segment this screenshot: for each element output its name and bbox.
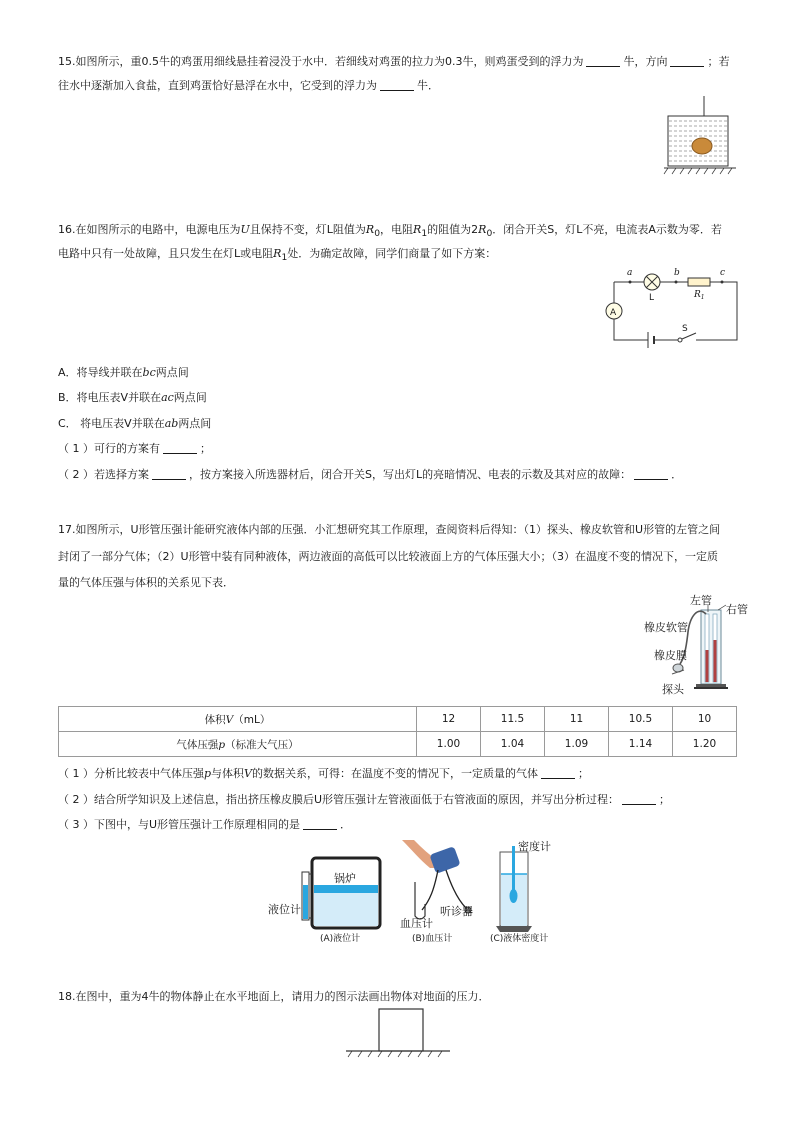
q16-option-c [58, 417, 211, 431]
table-row-header: 体积V（mL） [59, 707, 417, 732]
sub-var: p [204, 767, 212, 780]
block-icon [379, 1009, 423, 1051]
q16-blank-1[interactable] [163, 442, 197, 454]
table-cell: 1.04 [481, 732, 545, 757]
sub-text: ； [659, 793, 671, 806]
sub-text: ； [200, 442, 211, 455]
egg-beaker-figure [662, 96, 738, 180]
sub-var: V [244, 767, 252, 780]
q16-var-r1: R [273, 247, 282, 260]
block-on-ground-figure [342, 1006, 454, 1058]
q16-text: 16.在如图所示的电路中，电源电压为 [58, 223, 241, 236]
q16-var-r1: R [413, 223, 422, 236]
membrane-label: 橡皮膜 [654, 649, 687, 662]
q16-option-a [58, 366, 189, 380]
level-gauge-label: 液位计 [268, 903, 301, 916]
q16-text: 的阻值为2 [427, 223, 479, 236]
q16-blank-2[interactable] [152, 468, 186, 480]
q17-sub-2 [58, 793, 670, 807]
option-text: 两点间 [178, 417, 212, 430]
left-liquid [706, 650, 709, 682]
q15-text: 15.如图所示，重0.5牛的鸡蛋用细线悬挂着浸没于水中．若细线对鸡蛋的拉力为0.3牛，则鸡蛋受到的浮力为 [58, 55, 584, 68]
q16-text: 且保持不变，灯L阻值为 [249, 223, 366, 236]
sub-text: ． [671, 468, 683, 481]
q16-sub: 1 [281, 252, 288, 264]
switch-label: S [682, 324, 688, 334]
sub-text: （ 1 ）可行的方案有 [58, 442, 160, 455]
option-text: 两点间 [173, 391, 207, 404]
egg-icon [692, 138, 712, 154]
q16-text: 电路中只有一处故障，且只发生在灯L或电阻 [58, 247, 274, 260]
right-tube-label: 右管 [726, 603, 748, 616]
ground-hatch [348, 1051, 442, 1057]
boiler-label: 锅炉 [334, 872, 356, 885]
q16-var-r0: R [365, 223, 375, 236]
q17-line-3: 量的气体压强与体积的关系见下表． [58, 576, 234, 589]
q16-blank-3[interactable] [634, 468, 668, 480]
table-cell: 1.14 [609, 732, 673, 757]
gauge-board [701, 610, 721, 684]
q16-sub: 0 [486, 228, 493, 240]
q17-line-1: 17.如图所示，U形管压强计能研究液体内部的压强．小汇想研究其工作原理，查阅资料后得知：（1）探头、橡皮软管和U形管的左管之间 [58, 523, 721, 536]
cuff-icon [429, 846, 460, 874]
sub-text: ． [340, 818, 352, 831]
bp-meter-label: 血压计 [400, 917, 433, 930]
option-text: 两点间 [155, 366, 189, 379]
q15-text: ；若 [707, 55, 730, 68]
option-b-figure [400, 840, 473, 944]
table-cell: 11 [545, 707, 609, 732]
table-cell: 1.20 [673, 732, 737, 757]
circuit-diagram [600, 268, 742, 348]
q16-line-1 [58, 223, 722, 241]
stethoscope-label: 听诊器 [440, 905, 473, 918]
node-c-label: c [720, 268, 726, 278]
sub-text: （ 2 ）结合所学知识及上述信息，指出挤压橡皮膜后U形管压强计左管液面低于右管液面的原因，并写出分析过程： [58, 793, 620, 806]
node-b-label: b [674, 268, 680, 278]
option-c-caption: (C)液体密度计 [490, 934, 549, 944]
switch-pivot [678, 338, 682, 342]
q15-blank-1[interactable] [586, 55, 620, 67]
option-b-caption: (B)血压计 [412, 934, 453, 944]
q16-sub-1 [58, 442, 211, 456]
sub-text: ； [578, 767, 589, 780]
q16-line-2 [58, 247, 496, 265]
sub-text: 的数据关系，可得：在温度不变的情况下，一定质量的气体 [252, 767, 538, 780]
table-cell: 1.09 [545, 732, 609, 757]
q16-option-b [58, 391, 207, 405]
option-text: B．将电压表V并联在 [58, 391, 162, 404]
q16-text: ．闭合开关S，灯L不亮，电流表A示数为零．若 [492, 223, 722, 236]
q16-sub: 0 [374, 228, 381, 240]
q16-text: 处．为确定故障，同学们商量了如下方案： [287, 247, 497, 260]
q17-blank-2[interactable] [622, 793, 656, 805]
sub-text: （ 3 ）下图中，与U形管压强计工作原理相同的是 [58, 818, 301, 831]
sub-text: （ 1 ）分析比较表中气体压强 [58, 767, 204, 780]
q17-blank-3[interactable] [303, 818, 337, 830]
table-cell: 11.5 [481, 707, 545, 732]
option-a-caption: (A)液位计 [320, 934, 361, 944]
left-tube-label: 左管 [690, 594, 712, 607]
q15-text: 往水中逐渐加入食盐，直到鸡蛋恰好悬浮在水中，它受到的浮力为 [58, 79, 377, 92]
option-a-figure [268, 858, 380, 944]
q15-blank-2[interactable] [670, 55, 704, 67]
q15-text: 牛． [417, 79, 439, 92]
densimeter-label: 密度计 [518, 840, 551, 853]
q16-text: ，电阻 [380, 223, 414, 236]
sub-text: 与体积 [211, 767, 245, 780]
option-var: ac [161, 391, 174, 404]
ground-hatch [664, 168, 732, 174]
table-cell: 1.00 [417, 732, 481, 757]
q17-line-2: 封闭了一部分气体；（2）U形管中装有同种液体，两边液面的高低可以比较液面上方的气体压强大小；（3）在温度不变的情况下，一定质 [58, 550, 719, 563]
node-a-label: a [627, 268, 633, 278]
sub-text: （ 2 ）若选择方案 [58, 468, 149, 481]
option-text: A．将导线并联在 [58, 366, 143, 379]
u-tube-gauge-figure [638, 592, 754, 696]
pressure-volume-table [58, 706, 737, 757]
table-cell: 10 [673, 707, 737, 732]
probe-label: 探头 [662, 683, 684, 696]
table-row [59, 732, 737, 757]
q16-var-r0: R [478, 223, 487, 236]
lamp-label: L [649, 293, 655, 303]
option-text: C． 将电压表V并联在 [58, 417, 165, 430]
q16-var-u: U [240, 223, 250, 236]
table-cell: 12 [417, 707, 481, 732]
table-cell: 10.5 [609, 707, 673, 732]
table-row-header: 气体压强p（标准大气压） [59, 732, 417, 757]
right-liquid [714, 640, 717, 682]
resistor-label: $R_1$ [694, 290, 705, 301]
q16-sub-2 [58, 468, 682, 482]
q15-line-1 [58, 55, 729, 69]
q15-text: 牛，方向 [623, 55, 668, 68]
q18-line-1: 18.在图中，重为4牛的物体静止在水平地面上，请用力的图示法画出物体对地面的压力． [58, 990, 490, 1003]
rubber-hose-label: 橡皮软管 [644, 621, 688, 634]
option-c-figure [490, 839, 551, 944]
q17-sub-3 [58, 818, 351, 832]
ammeter-label: A [610, 308, 617, 318]
q15-line-2 [58, 79, 439, 93]
q17-blank-1[interactable] [541, 767, 575, 779]
options-figure [262, 838, 568, 950]
densimeter-icon [512, 846, 515, 890]
sub-text: ，按方案接入所选器材后，闭合开关S，写出灯L的亮暗情况、电表的示数及其对应的故障： [189, 468, 632, 481]
resistor-icon [688, 278, 710, 286]
option-var: ab [164, 417, 179, 430]
q16-sub: 1 [421, 228, 428, 240]
q17-sub-1 [58, 767, 589, 781]
bp-meter-tube [415, 882, 425, 919]
q15-blank-3[interactable] [380, 79, 414, 91]
option-var: bc [142, 366, 156, 379]
table-row [59, 707, 737, 732]
